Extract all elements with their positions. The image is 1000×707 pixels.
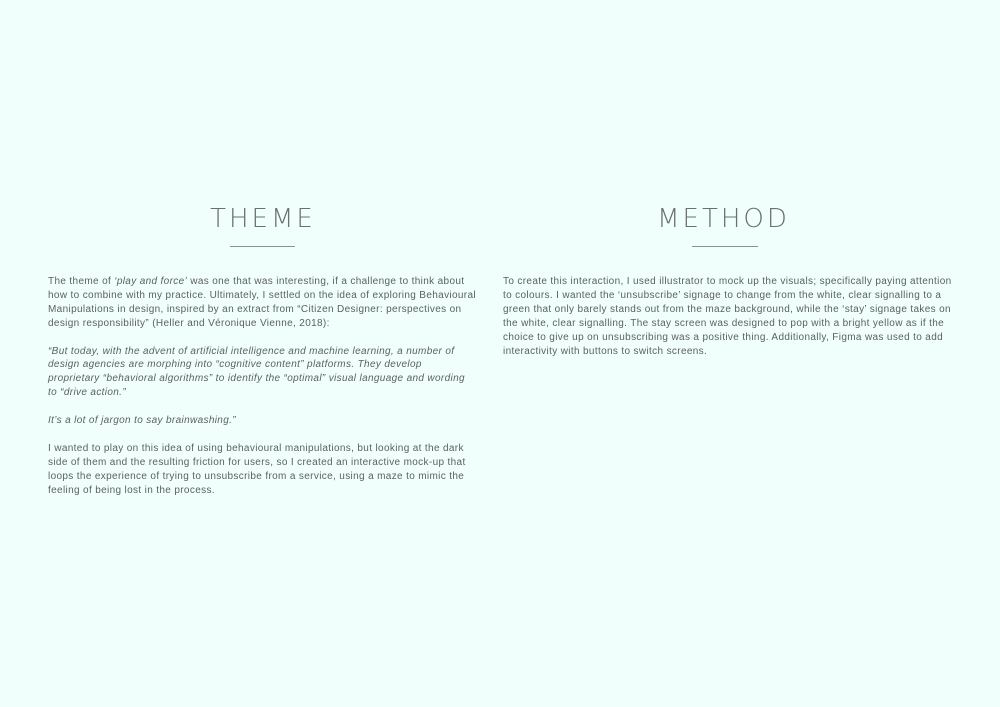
theme-intro-pre: The theme of (48, 276, 115, 287)
theme-heading: THEME (210, 204, 316, 234)
method-heading: METHOD (657, 204, 790, 234)
theme-intro-paragraph (48, 275, 476, 331)
theme-intro-post: was one that was interesting, if a challenge to think about how to combine with my practice. Ultimately, I settled on the idea of exploring Behavioural Manipulations in design, inspired by an extract from “Citizen Designer: perspectives on design responsibility” (Heller and Véronique Vienne, 2018): (48, 276, 476, 329)
theme-closing-paragraph: I wanted to play on this idea of using behavioural manipulations, but looking at the dark side of them and the resulting friction for users, so I created an interactive mock-up that loops the experience of trying to unsubscribe from a service, using a maze to mimic the feeling of being lost in the process. (48, 442, 466, 496)
method-paragraph: To create this interaction, I used illustrator to mock up the visuals; specifically paying attention to colours. I wanted the ‘unsubscribe’ signage to change from the white, clear signalling to a green that only barely stands out from the maze background, while the ‘stay’ signage takes on the white, clear signalling. The stay screen was designed to pop with a bright yellow as if the choice to give up on unsubscribing was a positive thing. Additionally, Figma was used to add interactivity with buttons to switch screens. (503, 276, 952, 357)
theme-divider (230, 246, 295, 247)
theme-body (48, 275, 476, 511)
method-body (503, 275, 958, 372)
theme-quote-paragraph: “But today, with the advent of artificial intelligence and machine learning, a number of design agencies are morphing into “cognitive content” platforms. They develop proprietary “behavioral algorithms” to identify the “optimal” visual language and wording to “drive action.” (48, 345, 465, 399)
theme-quote-closing: It’s a lot of jargon to say brainwashing.” (48, 415, 236, 427)
method-divider (692, 246, 758, 247)
theme-intro-emphasis: ‘play and force’ (114, 276, 188, 287)
